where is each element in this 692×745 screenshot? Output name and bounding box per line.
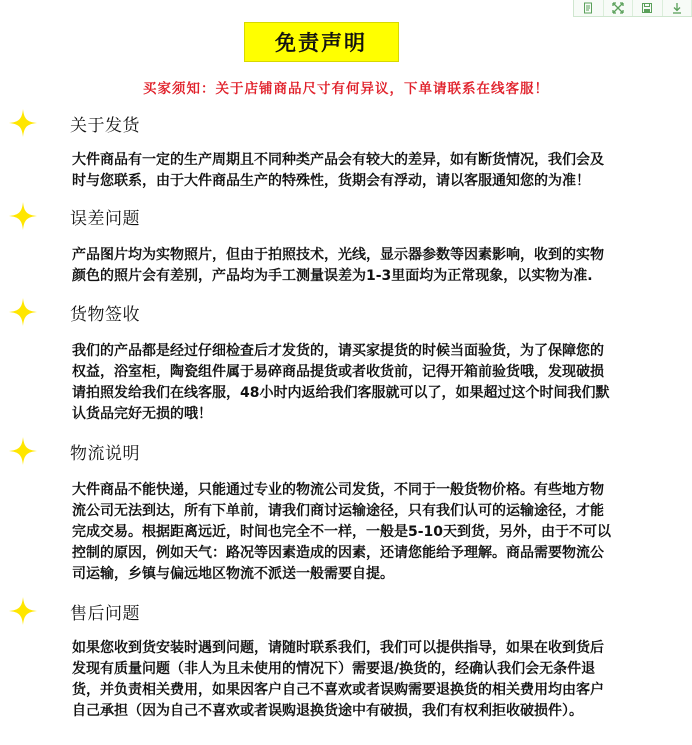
body-line: 完成交易。根据距离远近，时间也完全不一样，一般是5-10天到货，另外，由于不可以 [72, 524, 612, 540]
body-line: 货，并负责相关费用，如果因客户自己不喜欢或者误购需要退换货的相关费用均由客户 [72, 682, 604, 698]
body-line: 权益，浴室柜，陶瓷组件属于易碎商品提货或者收货前，记得开箱前验货哦，发现破损 [72, 364, 604, 380]
save-icon[interactable] [633, 0, 663, 16]
page-title: 免责声明 [244, 22, 399, 62]
body-line: 请拍照发给我们在线客服，48小时内返给我们客服就可以了，如果超过这个时间我们默 [72, 385, 610, 401]
buyer-notice: 买家须知：关于店铺商品尺寸有何异议，下单请联系在线客服！ [143, 81, 549, 97]
section-title: 售后问题 [70, 604, 140, 624]
body-line: 司运输，乡镇与偏远地区物流不派送一般需要自提。 [72, 566, 394, 582]
section-body [72, 341, 652, 425]
section-body [72, 480, 652, 585]
star-icon [8, 201, 38, 231]
section-title: 关于发货 [70, 116, 140, 136]
expand-icon[interactable] [604, 0, 634, 16]
section-header [0, 108, 300, 144]
section-title: 物流说明 [70, 444, 140, 464]
star-icon [8, 297, 38, 327]
section-header [0, 596, 300, 632]
body-line: 颜色的照片会有差别，产品均为手工测量误差为1-3里面均为正常现象，以实物为准. [72, 268, 593, 284]
section-title: 误差问题 [70, 209, 140, 229]
body-line: 自己承担（因为自己不喜欢或者误购退换货途中有破损，我们有权利拒收破损件）。 [72, 703, 583, 719]
section-body [72, 245, 652, 287]
body-line: 大件商品不能快递，只能通过专业的物流公司发货，不同于一般货物价格。有些地方物 [72, 482, 604, 498]
body-line: 我们的产品都是经过仔细检查后才发货的，请买家提货的时候当面验货，为了保障您的 [72, 343, 604, 359]
document-icon[interactable] [574, 0, 604, 16]
star-icon [8, 436, 38, 466]
body-line: 大件商品有一定的生产周期且不同种类产品会有较大的差异，如有断货情况，我们会及 [72, 152, 604, 168]
section-body [72, 638, 652, 722]
section-header [0, 436, 300, 472]
section-body [72, 150, 652, 192]
image-toolbar [573, 0, 692, 17]
body-line: 流公司无法到达，所有下单前，请我们商讨运输途径，只有我们认可的运输途径，才能 [72, 503, 604, 519]
section-header [0, 297, 300, 333]
body-line: 控制的原因，例如天气：路况等因素造成的因素，还请您能给予理解。商品需要物流公 [72, 545, 604, 561]
body-line: 如果您收到货安装时遇到问题，请随时联系我们，我们可以提供指导，如果在收到货后 [72, 640, 604, 656]
section-header [0, 201, 300, 237]
star-icon [8, 108, 38, 138]
body-line: 产品图片均为实物照片，但由于拍照技术，光线，显示器参数等因素影响，收到的实物 [72, 247, 604, 263]
body-line: 认货品完好无损的哦！ [72, 406, 212, 422]
section-title: 货物签收 [70, 305, 140, 325]
body-line: 发现有质量问题（非人为且未使用的情况下）需要退/换货的，经确认我们会无条件退 [72, 661, 596, 677]
body-line: 时与您联系，由于大件商品生产的特殊性，货期会有浮动，请以客服通知您的为准！ [72, 173, 590, 189]
star-icon [8, 596, 38, 626]
download-icon[interactable] [663, 0, 692, 16]
